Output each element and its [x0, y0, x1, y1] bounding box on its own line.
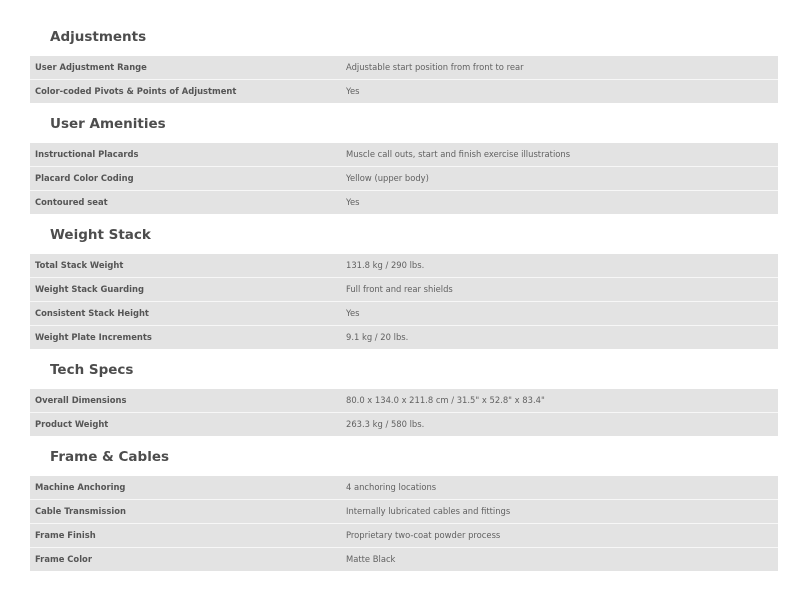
row-value: Yes — [346, 86, 360, 96]
row-value: Adjustable start position from front to rear — [346, 62, 524, 72]
table-row — [30, 167, 778, 191]
row-value: 263.3 kg / 580 lbs. — [346, 419, 425, 429]
section-title: User Amenities — [50, 116, 166, 132]
row-label: Frame Color — [35, 554, 92, 564]
row-value: Muscle call outs, start and finish exercise illustrations — [346, 149, 571, 159]
spec-table — [30, 389, 778, 436]
row-label: Total Stack Weight — [35, 260, 124, 270]
row-label: Overall Dimensions — [35, 395, 127, 405]
row-value: 80.0 x 134.0 x 211.8 cm / 31.5" x 52.8" x 83.4" — [346, 395, 545, 405]
table-row — [30, 191, 778, 214]
spec-sheet — [30, 22, 778, 571]
row-label: Product Weight — [35, 419, 109, 429]
section-title: Adjustments — [50, 29, 147, 45]
row-label: Frame Finish — [35, 530, 96, 540]
table-row — [30, 56, 778, 80]
row-value: Full front and rear shields — [346, 284, 453, 294]
row-value: 131.8 kg / 290 lbs. — [346, 260, 425, 270]
row-value: Yellow (upper body) — [346, 173, 429, 183]
row-value: Internally lubricated cables and fittings — [346, 506, 511, 516]
spec-table — [30, 254, 778, 349]
table-row — [30, 524, 778, 548]
table-row — [30, 302, 778, 326]
row-value: Yes — [346, 197, 360, 207]
row-label: Placard Color Coding — [35, 173, 134, 183]
row-value: Yes — [346, 308, 360, 318]
row-value: 9.1 kg / 20 lbs. — [346, 332, 409, 342]
section-title: Tech Specs — [50, 362, 134, 378]
spec-table — [30, 143, 778, 214]
row-value: Matte Black — [346, 554, 396, 564]
row-label: Color-coded Pivots & Points of Adjustment — [35, 86, 237, 96]
table-row — [30, 254, 778, 278]
table-row — [30, 80, 778, 103]
row-label: Contoured seat — [35, 197, 108, 207]
table-row — [30, 548, 778, 571]
section-weight-stack — [30, 220, 778, 349]
row-value: Proprietary two-coat powder process — [346, 530, 501, 540]
row-label: Machine Anchoring — [35, 482, 126, 492]
section-adjustments — [30, 22, 778, 103]
row-label: Cable Transmission — [35, 506, 126, 516]
table-row — [30, 389, 778, 413]
section-user-amenities — [30, 109, 778, 214]
table-row — [30, 413, 778, 436]
section-tech-specs — [30, 355, 778, 436]
section-title: Weight Stack — [50, 227, 151, 243]
section-frame-cables — [30, 442, 778, 571]
table-row — [30, 476, 778, 500]
table-row — [30, 326, 778, 349]
row-label: Instructional Placards — [35, 149, 139, 159]
table-row — [30, 500, 778, 524]
table-row — [30, 143, 778, 167]
section-title: Frame & Cables — [50, 449, 170, 465]
spec-table — [30, 56, 778, 103]
row-value: 4 anchoring locations — [346, 482, 437, 492]
spec-table — [30, 476, 778, 571]
table-row — [30, 278, 778, 302]
row-label: Weight Plate Increments — [35, 332, 152, 342]
row-label: User Adjustment Range — [35, 62, 147, 72]
row-label: Weight Stack Guarding — [35, 284, 144, 294]
row-label: Consistent Stack Height — [35, 308, 149, 318]
